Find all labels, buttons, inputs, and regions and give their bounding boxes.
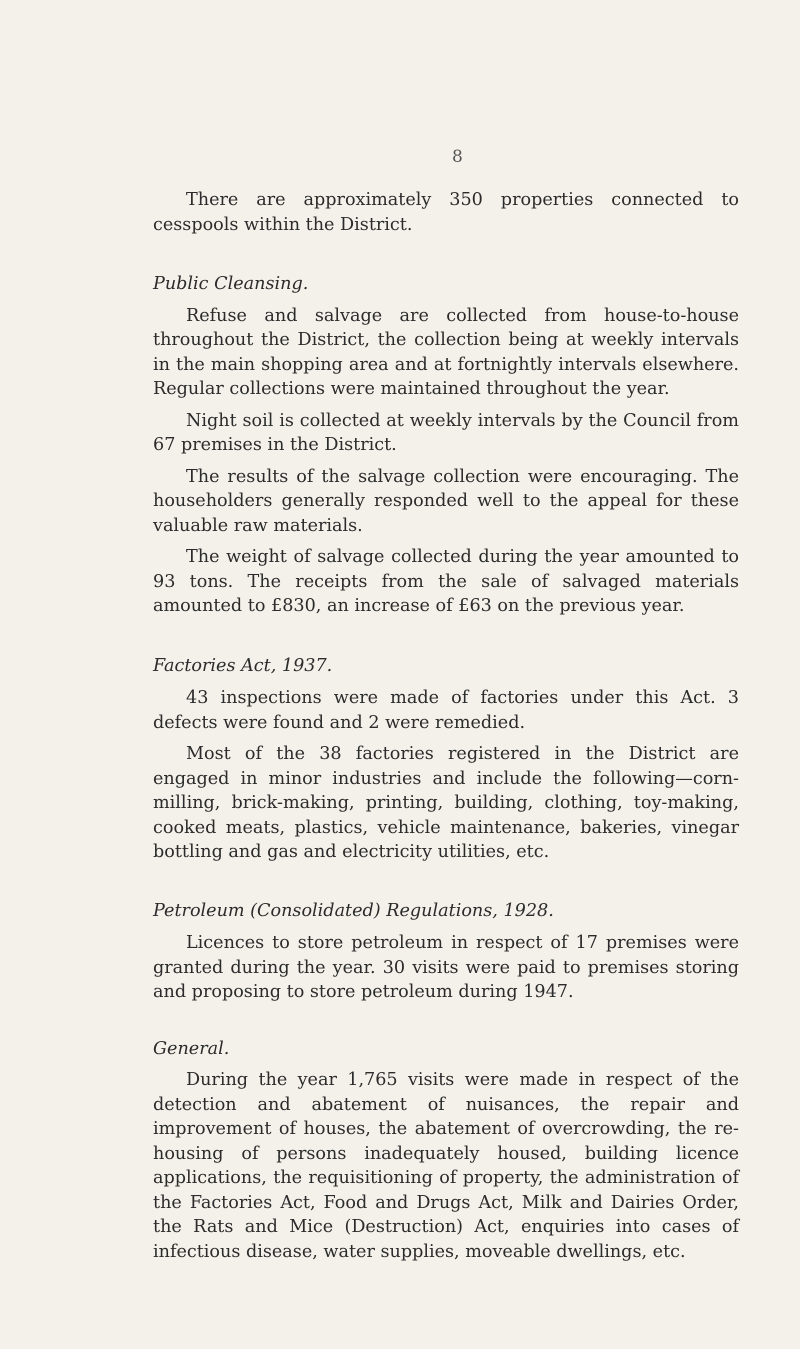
section-heading: General. [153, 1038, 230, 1059]
paragraph: The weight of salvage collected during the year amounted to 93 tons. The receipts from the sale of salvaged materials amounted to £830, an increase of £63 on the previous year. [153, 547, 739, 616]
paragraph: Licences to store petroleum in respect of 17 premises were granted during the year. 30 visits were paid to premises storing and proposing to store petroleum during 1947. [153, 933, 739, 1002]
section-heading: Factories Act, 1937. [153, 655, 333, 676]
section-public-cleansing [153, 272, 739, 619]
page-number: 8 [452, 147, 463, 167]
paragraph: Night soil is collected at weekly intervals by the Council from 67 premises in the District. [153, 410, 739, 455]
section-petroleum-regulations [153, 899, 739, 1005]
page-body [153, 188, 739, 1264]
paragraph: The results of the salvage collection were encouraging. The householders generally responded well to the appeal for these valuable raw materials. [153, 466, 739, 536]
paragraph: 43 inspections were made of factories under this Act. 3 defects were found and 2 were remedied. [153, 688, 739, 733]
section-general [153, 1037, 739, 1265]
section-heading: Public Cleansing. [153, 274, 309, 294]
paragraph: Most of the 38 factories registered in the District are engaged in minor industries and include the following—corn-milling, brick-making, printing, building, clothing, toy-making, cooked meats, plastics, vehicle maintenance, bakeries, vinegar bottling and gas and electricity utilities, etc. [153, 744, 739, 862]
intro-paragraph: There are approximately 350 properties connected to cesspools within the District. [153, 190, 739, 235]
paragraph: During the year 1,765 visits were made in respect of the detection and abatement of nuisances, the repair and improvement of houses, the abatement of overcrowding, the re-housing of persons inadequately housed, building licence applications, the requisitioning of property, the administration of the Factories Act, Food and Drugs Act, Milk and Dairies Order, the Rats and Mice (Destruction) Act, enquiries into cases of infectious disease, water supplies, moveable dwellings, etc. [153, 1070, 739, 1262]
section-factories-act [153, 654, 739, 865]
paragraph: Refuse and salvage are collected from house-to-house throughout the District, the collection being at weekly intervals in the main shopping area and at fortnightly intervals elsewhere. Regular collections were maintained throughout the year. [153, 305, 739, 399]
section-heading: Petroleum (Consolidated) Regulations, 1928. [153, 900, 554, 921]
